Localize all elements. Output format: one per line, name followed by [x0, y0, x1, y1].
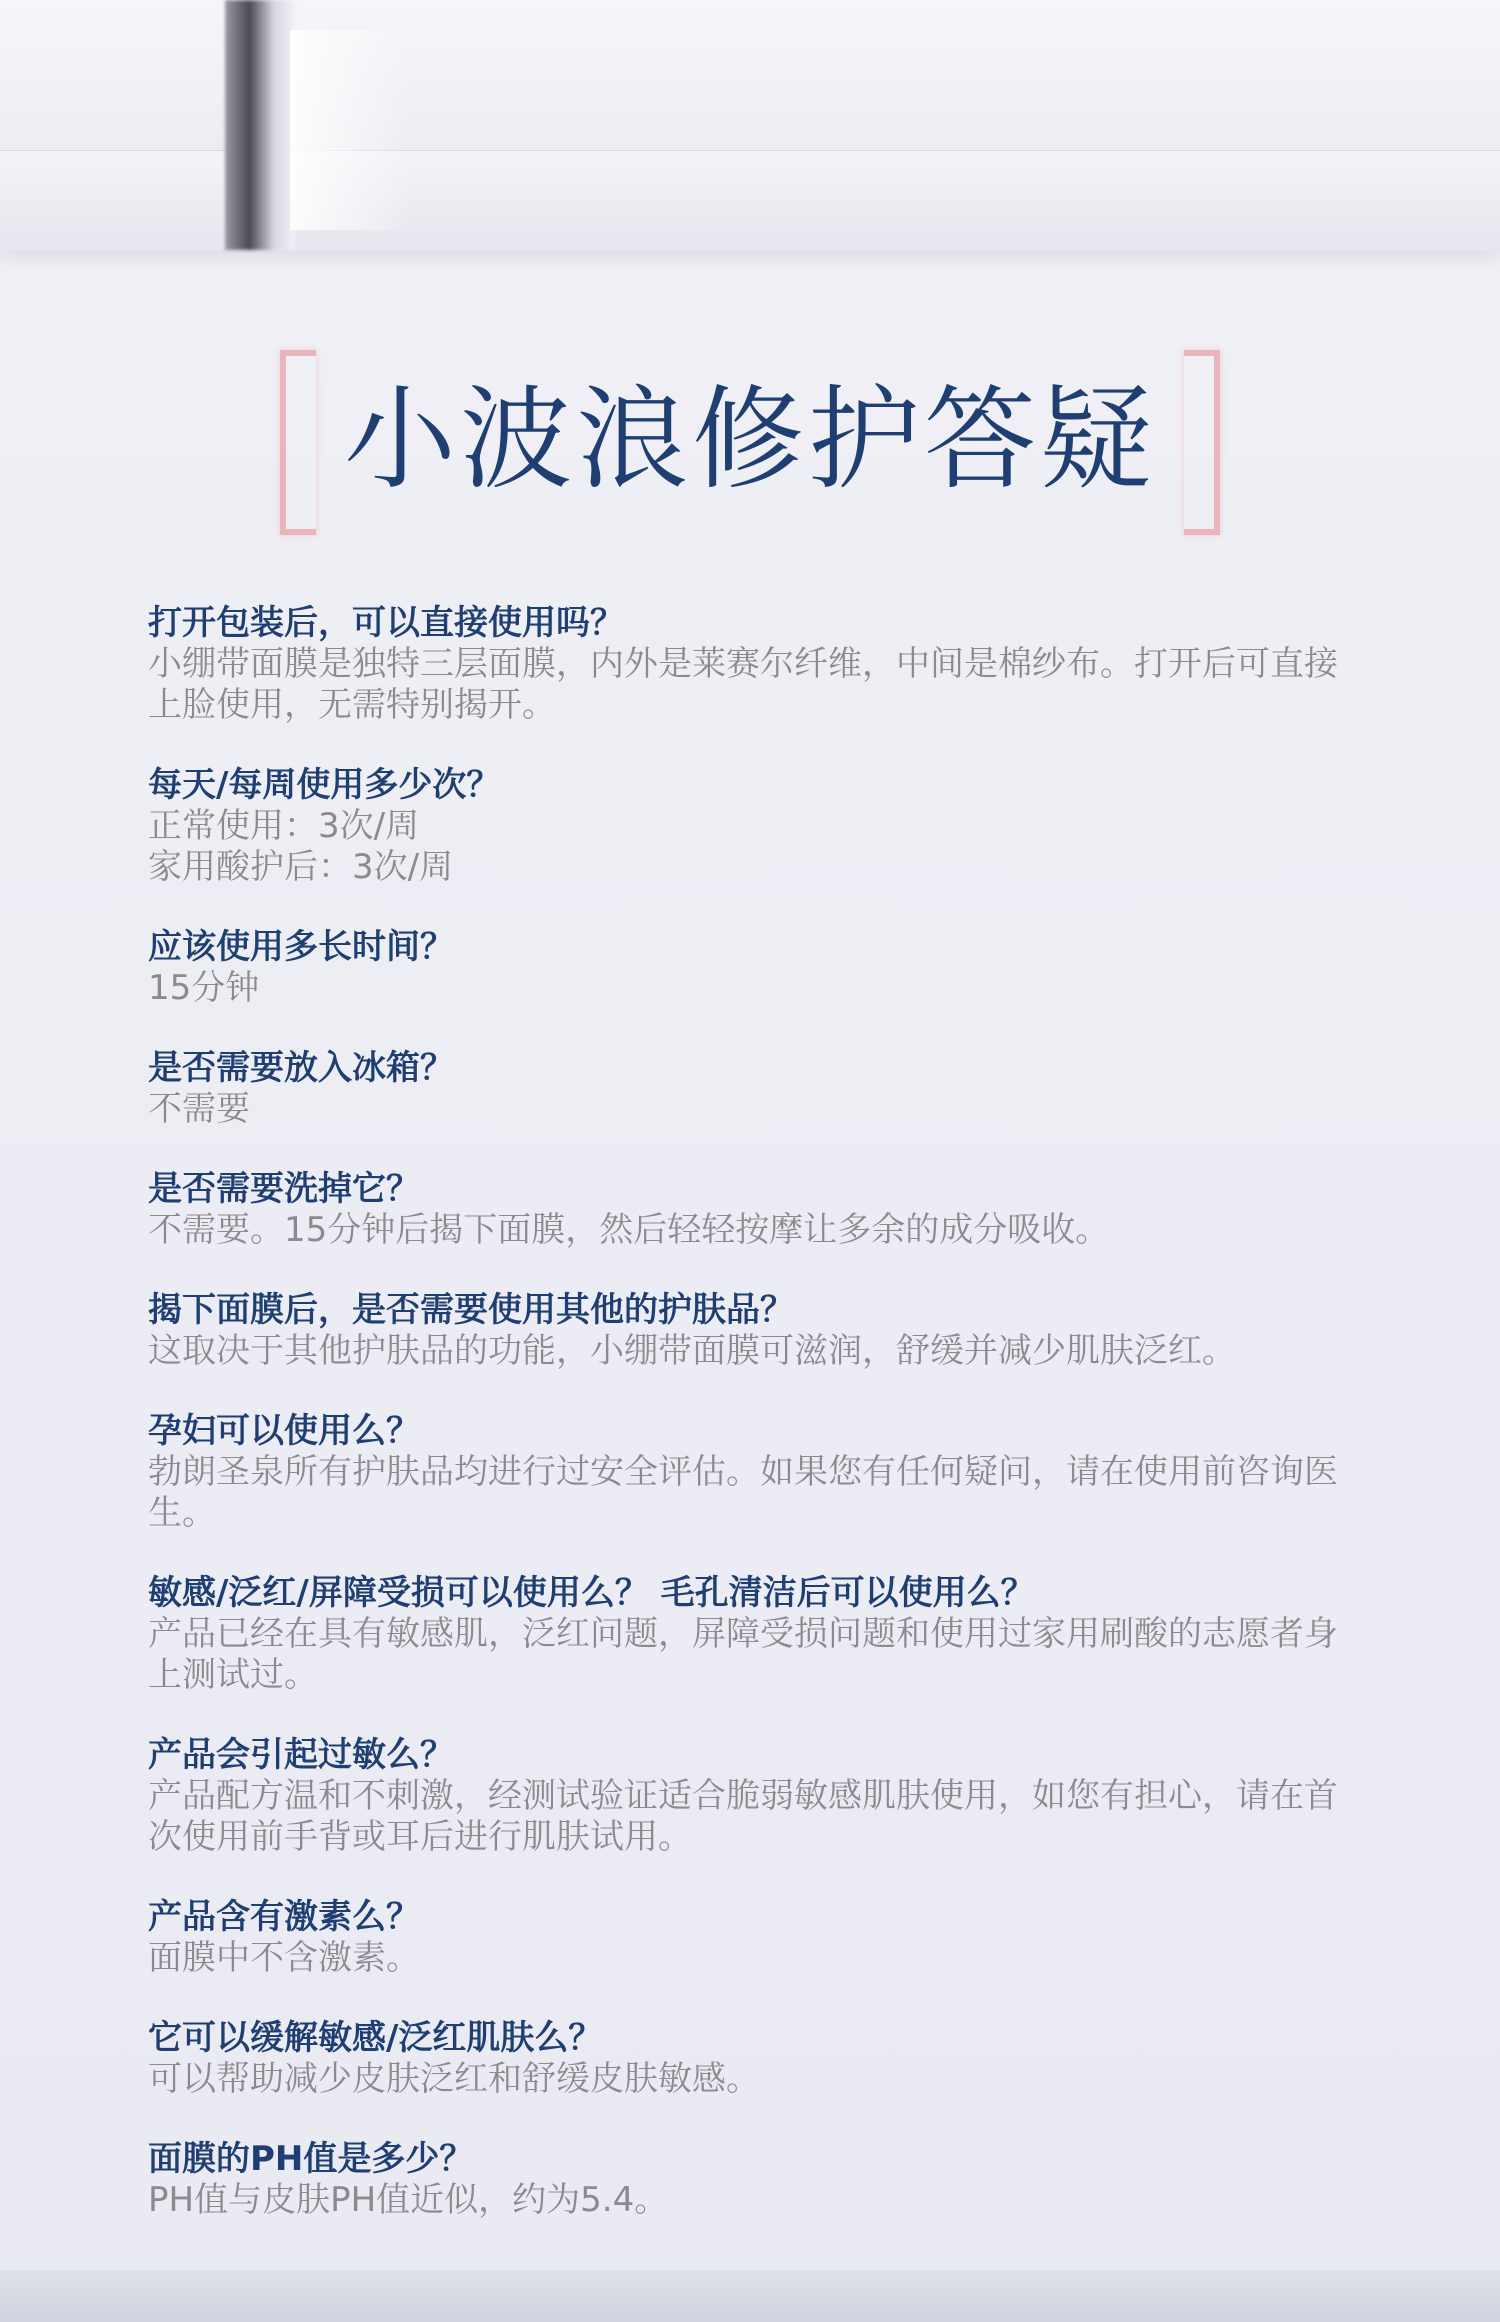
- faq-answer-line: 15分钟: [148, 968, 260, 1008]
- faq-answer-line: 小绷带面膜是独特三层面膜，内外是莱赛尔纤维，中间是棉纱布。打开后可直接: [148, 644, 1338, 684]
- faq-answer-line: 家用酸护后：3次/周: [148, 847, 454, 887]
- faq-answer-line: 上测试过。: [148, 1655, 318, 1695]
- faq-answer-line: 上脸使用，无需特别揭开。: [148, 685, 556, 725]
- faq-list: [148, 602, 1398, 2259]
- faq-item: [148, 1572, 1398, 1696]
- faq-answer-line: 产品已经在具有敏感肌，泛红问题，屏障受损问题和使用过家用刷酸的志愿者身: [148, 1614, 1338, 1654]
- faq-question: 产品含有激素么？: [148, 1897, 420, 1937]
- faq-answer-line: PH值与皮肤PH值近似，约为5.4。: [148, 2180, 669, 2220]
- faq-question: 它可以缓解敏感/泛红肌肤么？: [148, 2018, 603, 2058]
- faq-question: 孕妇可以使用么？: [148, 1411, 420, 1451]
- faq-answer-line: 不需要。15分钟后揭下面膜，然后轻轻按摩让多余的成分吸收。: [148, 1210, 1110, 1250]
- faq-question: 打开包装后，可以直接使用吗？: [148, 603, 624, 643]
- faq-question: 每天/每周使用多少次？: [148, 765, 501, 805]
- faq-answer-line: 不需要: [148, 1089, 250, 1129]
- faq-question: 是否需要洗掉它？: [148, 1169, 420, 1209]
- faq-item: [148, 1410, 1398, 1534]
- faq-answer-line: 产品配方温和不刺激，经测试验证适合脆弱敏感肌肤使用，如您有担心，请在首: [148, 1776, 1338, 1816]
- faq-item: [148, 1896, 1398, 1979]
- faq-answer-line: 这取决于其他护肤品的功能，小绷带面膜可滋润，舒缓并减少肌肤泛红。: [148, 1331, 1236, 1371]
- faq-item: [148, 2017, 1398, 2100]
- faq-question: 面膜的PH值是多少？: [148, 2139, 474, 2179]
- faq-answer-line: 勃朗圣泉所有护肤品均进行过安全评估。如果您有任何疑问，请在使用前咨询医: [148, 1452, 1338, 1492]
- decorative-fabric-banner: [0, 0, 1500, 250]
- faq-answer-line: 生。: [148, 1493, 216, 1533]
- faq-item: [148, 1289, 1398, 1372]
- faq-item: [148, 926, 1398, 1009]
- faq-answer-line: 正常使用：3次/周: [148, 806, 420, 846]
- faq-item: [148, 2138, 1398, 2221]
- faq-answer-line: 可以帮助减少皮肤泛红和舒缓皮肤敏感。: [148, 2059, 760, 2099]
- faq-item: [148, 1168, 1398, 1251]
- fabric-fold-shadow: [225, 0, 295, 250]
- faq-question: 敏感/泛红/屏障受损可以使用么？ 毛孔清洁后可以使用么？: [148, 1573, 1035, 1613]
- faq-item: [148, 1734, 1398, 1858]
- bottom-decorative-band: [0, 2270, 1500, 2322]
- faq-question: 产品会引起过敏么？: [148, 1735, 454, 1775]
- faq-item: [148, 1047, 1398, 1130]
- title-block: [280, 350, 1220, 535]
- faq-item: [148, 764, 1398, 888]
- faq-question: 是否需要放入冰箱？: [148, 1048, 454, 1088]
- right-bracket-icon: [1184, 350, 1220, 535]
- faq-item: [148, 602, 1398, 726]
- faq-question: 揭下面膜后，是否需要使用其他的护肤品？: [148, 1290, 794, 1330]
- faq-question: 应该使用多长时间？: [148, 927, 454, 967]
- faq-answer-line: 次使用前手背或耳后进行肌肤试用。: [148, 1817, 692, 1857]
- page-title: 小波浪修护答疑: [344, 375, 1156, 505]
- fabric-fold-highlight: [290, 30, 410, 230]
- faq-answer-line: 面膜中不含激素。: [148, 1938, 420, 1978]
